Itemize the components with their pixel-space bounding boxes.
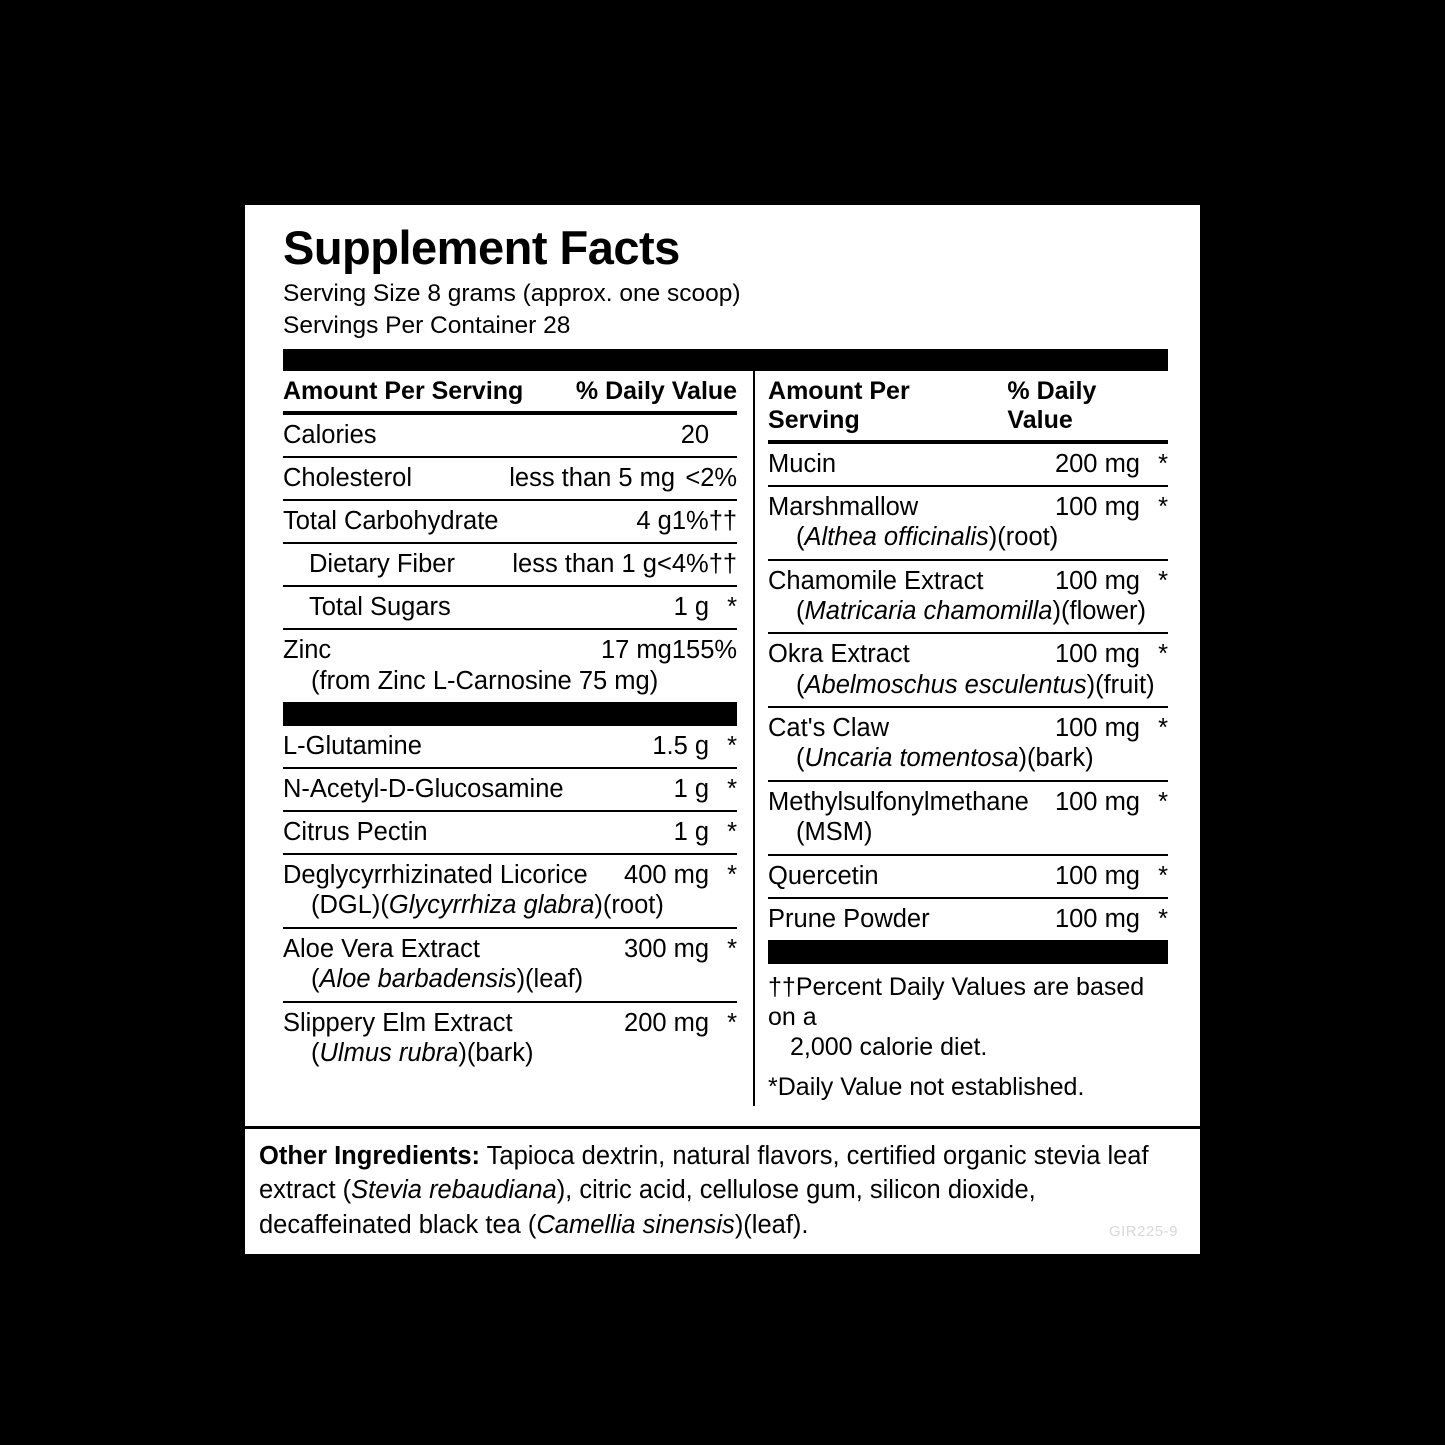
nutrient-amount: 100 mg xyxy=(1054,714,1140,743)
nutrient-name: Zinc xyxy=(283,636,332,665)
nutrient-name: L-Glutamine xyxy=(283,732,422,761)
nutrient-dv: * xyxy=(727,1008,738,1037)
page-title: Supplement Facts xyxy=(283,221,680,274)
nutrient-name: Okra Extract xyxy=(768,640,910,669)
nutrient-amount: 300 mg xyxy=(624,935,710,964)
nutrient-source: (MSM) xyxy=(796,817,873,846)
source-suffix: )(flower) xyxy=(1052,596,1146,625)
right-column-header xyxy=(768,371,1168,444)
table-row xyxy=(768,708,1168,782)
daily-value-footnote-line1: ††Percent Daily Values are based on a xyxy=(768,972,1145,1031)
nutrient-source: (from Zinc L-Carnosine 75 mg) xyxy=(311,666,659,695)
table-row xyxy=(768,856,1168,899)
source-latin-name: Abelmoschus esculentus xyxy=(804,670,1087,699)
nutrient-name: N-Acetyl-D-Glucosamine xyxy=(283,775,564,804)
other-ingredients-label: Other Ingredients: xyxy=(259,1141,481,1170)
nutrient-dv: * xyxy=(1158,640,1168,669)
nutrient-amount: 200 mg xyxy=(624,1008,710,1037)
nutrient-amount: less than 1 g xyxy=(512,550,657,579)
nutrient-source xyxy=(283,1038,737,1069)
source-prefix: ( xyxy=(796,596,805,625)
table-row xyxy=(768,899,1168,940)
nutrient-amount: 100 mg xyxy=(1054,493,1140,522)
nutrient-amount: 400 mg xyxy=(624,861,710,890)
right-header-dv: % Daily Value xyxy=(1007,377,1097,435)
servings-per-container: Servings Per Container 28 xyxy=(283,311,571,339)
nutrient-name: Cholesterol xyxy=(283,464,412,493)
source-suffix: )(root) xyxy=(988,523,1059,552)
daily-value-footnote xyxy=(768,964,1168,1064)
nutrient-dv: * xyxy=(1158,714,1168,743)
nutrient-name: Cat's Claw xyxy=(768,714,890,743)
nutrient-dv: 155% xyxy=(671,636,738,665)
nutrient-dv: * xyxy=(1158,861,1168,890)
nutrient-amount: 1 g xyxy=(673,775,710,804)
source-prefix: (DGL)( xyxy=(311,891,389,920)
source-latin-name: Ulmus rubra xyxy=(319,1038,459,1067)
nutrient-name: Total Sugars xyxy=(309,593,451,622)
nutrient-source xyxy=(768,522,1168,553)
table-row xyxy=(768,487,1168,561)
nutrient-name: Deglycyrrhizinated Licorice xyxy=(283,861,588,890)
source-suffix: )(root) xyxy=(594,891,664,920)
right-header-amount: Amount Per Serving xyxy=(768,377,910,435)
source-prefix: ( xyxy=(796,523,805,552)
panel-inner xyxy=(245,205,1200,1116)
nutrient-dv: * xyxy=(1158,493,1168,522)
section-divider-bar xyxy=(283,702,737,726)
nutrient-name: Slippery Elm Extract xyxy=(283,1008,513,1037)
table-row xyxy=(283,544,737,587)
source-suffix: )(bark) xyxy=(458,1038,534,1067)
nutrient-source xyxy=(283,890,737,921)
nutrient-dv: * xyxy=(727,861,738,890)
nutrient-amount: 17 mg xyxy=(600,636,672,665)
other-ingredients-text-1: Tapioca dextrin, natural flavors, certified organic stevia leaf extract xyxy=(259,1141,1149,1205)
other-ingredients-text-3: )(leaf). xyxy=(734,1210,809,1239)
table-row xyxy=(283,769,737,812)
table-row xyxy=(283,501,737,544)
source-prefix: ( xyxy=(311,1038,320,1067)
nutrient-name: Quercetin xyxy=(768,861,879,890)
nutrient-name: Prune Powder xyxy=(768,904,930,933)
left-column xyxy=(283,371,737,1106)
nutrient-dv: * xyxy=(727,593,738,622)
table-row xyxy=(768,561,1168,635)
nutrient-name: Methylsulfonylmethane xyxy=(768,787,1029,816)
source-latin-name: Uncaria tomentosa xyxy=(804,744,1019,773)
table-row xyxy=(768,782,1168,856)
nutrition-columns xyxy=(283,371,1168,1106)
star-footnote: *Daily Value not established. xyxy=(768,1072,1085,1101)
source-latin-name: Aloe barbadensis xyxy=(319,965,517,994)
source-suffix: )(leaf) xyxy=(516,965,584,994)
top-rule xyxy=(283,349,1168,371)
supplement-facts-panel xyxy=(245,205,1200,1254)
source-latin-name: Glycyrrhiza glabra xyxy=(388,891,595,920)
table-row xyxy=(283,929,737,1003)
nutrient-name: Calories xyxy=(283,421,377,450)
nutrient-amount: less than 5 mg xyxy=(509,464,676,493)
nutrient-dv: * xyxy=(727,818,738,847)
nutrient-source xyxy=(768,743,1168,774)
nutrient-source xyxy=(283,964,737,995)
source-latin-name: Althea officinalis xyxy=(804,523,989,552)
table-row xyxy=(283,1003,737,1075)
table-row xyxy=(283,726,737,769)
nutrient-dv: 1%†† xyxy=(671,507,738,536)
nutrient-amount: 1 g xyxy=(673,818,710,847)
left-header-amount: Amount Per Serving xyxy=(283,377,524,406)
nutrient-dv: * xyxy=(1158,450,1168,479)
right-column xyxy=(768,371,1168,1106)
nutrient-dv: * xyxy=(727,775,738,804)
source-prefix: ( xyxy=(311,965,320,994)
nutrient-name: Mucin xyxy=(768,450,837,479)
other-ingredients-latin-1: Stevia rebaudiana xyxy=(351,1176,557,1205)
table-row xyxy=(283,415,737,458)
nutrient-dv: * xyxy=(727,935,738,964)
nutrient-dv: * xyxy=(727,732,738,761)
nutrient-amount: 4 g xyxy=(636,507,672,536)
serving-size: Serving Size 8 grams (approx. one scoop) xyxy=(283,280,741,308)
nutrient-name: Chamomile Extract xyxy=(768,566,984,595)
column-separator xyxy=(737,371,768,1106)
table-row xyxy=(283,630,737,702)
other-ingredients-text-2: ), citric acid, cellulose gum, silicon dioxide, decaffeinated black tea xyxy=(259,1176,1036,1239)
product-code: GIR225-9 xyxy=(1108,1222,1178,1240)
footnote-divider-bar xyxy=(768,940,1168,964)
nutrient-amount: 100 mg xyxy=(1054,787,1140,816)
nutrient-dv: <2% xyxy=(685,464,738,493)
nutrient-source xyxy=(768,670,1168,701)
other-ingredients: Other Ingredients: Tapioca dextrin, natural flavors, certified organic stevia leaf extract (Stevia rebaudiana), citric acid, cellulose gum, silicon dioxide, decaffeinated black tea (Camellia sinensis)(leaf). GIR225-9 xyxy=(245,1126,1200,1254)
table-row xyxy=(768,634,1168,708)
other-ingredients-latin-2: Camellia sinensis xyxy=(536,1210,735,1239)
source-prefix: ( xyxy=(796,744,805,773)
nutrient-dv: * xyxy=(1158,566,1168,595)
nutrient-amount: 1 g xyxy=(673,593,710,622)
left-header-dv: % Daily Value xyxy=(575,377,738,406)
nutrient-dv: <4%†† xyxy=(656,550,738,579)
table-row xyxy=(283,587,737,630)
nutrient-name: Total Carbohydrate xyxy=(283,507,499,536)
nutrient-dv: * xyxy=(1158,787,1168,816)
nutrient-amount: 20 xyxy=(680,421,710,450)
nutrient-name: Citrus Pectin xyxy=(283,818,428,847)
table-row xyxy=(283,855,737,929)
nutrient-amount: 100 mg xyxy=(1054,566,1140,595)
source-latin-name: Matricaria chamomilla xyxy=(804,596,1053,625)
nutrient-name: Aloe Vera Extract xyxy=(283,935,481,964)
nutrient-amount: 200 mg xyxy=(1054,450,1140,479)
nutrient-name: Dietary Fiber xyxy=(309,550,455,579)
nutrient-amount: 100 mg xyxy=(1054,904,1140,933)
table-row xyxy=(283,458,737,501)
nutrient-dv: * xyxy=(1158,904,1168,933)
daily-value-footnote-line2: 2,000 calorie diet. xyxy=(790,1032,988,1061)
nutrient-amount: 1.5 g xyxy=(652,732,710,761)
nutrient-amount: 100 mg xyxy=(1054,640,1140,669)
nutrient-name: Marshmallow xyxy=(768,493,919,522)
left-column-header xyxy=(283,371,737,415)
table-row xyxy=(768,444,1168,487)
source-suffix: )(bark) xyxy=(1018,744,1094,773)
table-row xyxy=(283,812,737,855)
nutrient-source xyxy=(768,596,1168,627)
source-prefix: ( xyxy=(796,670,805,699)
source-suffix: )(fruit) xyxy=(1086,670,1155,699)
nutrient-amount: 100 mg xyxy=(1054,861,1140,890)
